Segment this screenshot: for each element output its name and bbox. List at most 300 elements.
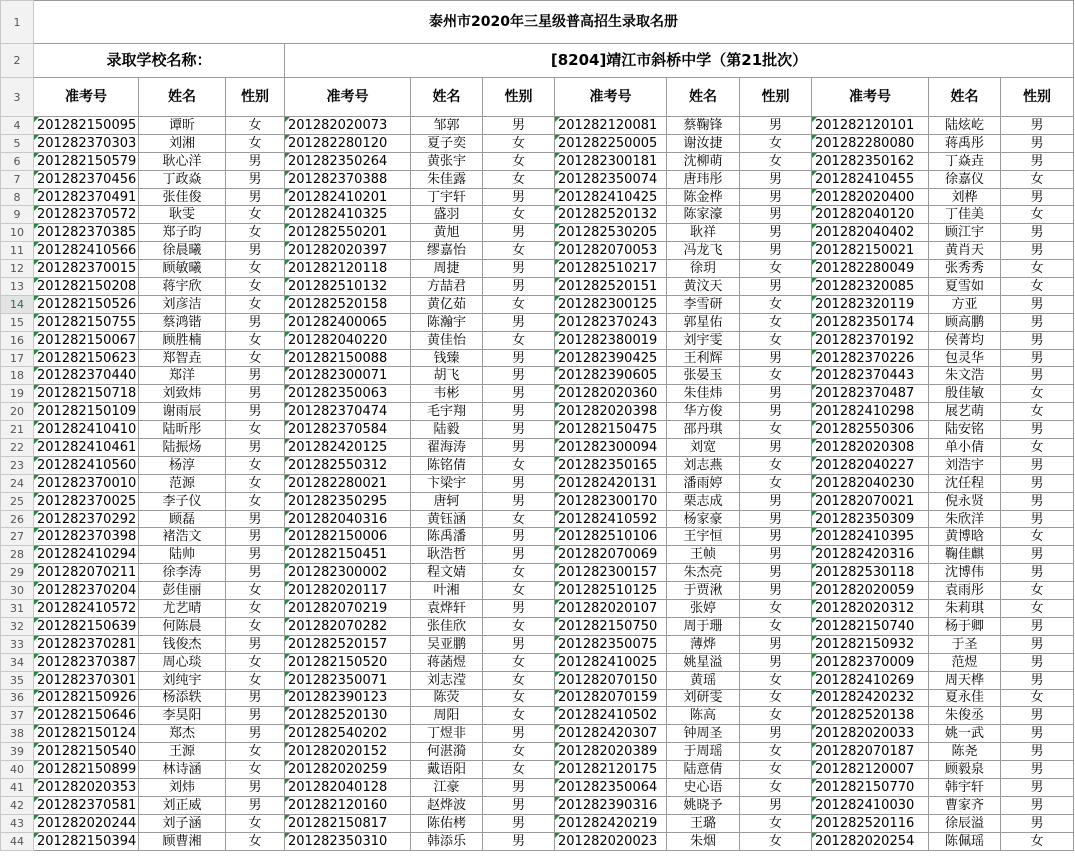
exam-id-cell[interactable]: 201282520132 xyxy=(555,206,667,224)
exam-id-cell[interactable]: 201282370303 xyxy=(34,134,139,152)
name-cell[interactable]: 刘炜 xyxy=(139,778,226,796)
name-cell[interactable]: 叶湘 xyxy=(411,582,483,600)
gender-cell[interactable]: 男 xyxy=(483,439,555,457)
gender-cell[interactable]: 女 xyxy=(1001,385,1074,403)
exam-id-cell[interactable]: 201282150817 xyxy=(285,814,411,832)
exam-id-cell[interactable]: 201282070187 xyxy=(812,743,929,761)
name-cell[interactable]: 陆帅 xyxy=(139,546,226,564)
name-cell[interactable]: 徐辰溢 xyxy=(929,814,1001,832)
gender-cell[interactable]: 男 xyxy=(1001,743,1074,761)
name-cell[interactable]: 韩宇轩 xyxy=(929,778,1001,796)
name-cell[interactable]: 江豪 xyxy=(411,778,483,796)
exam-id-cell[interactable]: 201282150639 xyxy=(34,617,139,635)
gender-cell[interactable]: 女 xyxy=(740,671,812,689)
name-cell[interactable]: 韦彬 xyxy=(411,385,483,403)
gender-cell[interactable]: 男 xyxy=(1001,117,1074,135)
gender-cell[interactable]: 女 xyxy=(1001,170,1074,188)
gender-cell[interactable]: 男 xyxy=(483,421,555,439)
exam-id-cell[interactable]: 201282550306 xyxy=(812,421,929,439)
gender-cell[interactable]: 女 xyxy=(483,761,555,779)
gender-cell[interactable]: 男 xyxy=(483,224,555,242)
gender-cell[interactable]: 女 xyxy=(740,689,812,707)
name-cell[interactable]: 黄钰涵 xyxy=(411,510,483,528)
exam-id-cell[interactable]: 201282350264 xyxy=(285,152,411,170)
gender-cell[interactable]: 女 xyxy=(740,707,812,725)
name-cell[interactable]: 朱佳炜 xyxy=(667,385,740,403)
gender-cell[interactable]: 男 xyxy=(740,170,812,188)
name-cell[interactable]: 钱臻 xyxy=(411,349,483,367)
exam-id-cell[interactable]: 201282020397 xyxy=(285,242,411,260)
name-cell[interactable]: 黄肖天 xyxy=(929,242,1001,260)
gender-cell[interactable]: 女 xyxy=(226,117,285,135)
name-cell[interactable]: 陈金桦 xyxy=(667,188,740,206)
gender-cell[interactable]: 男 xyxy=(740,653,812,671)
gender-cell[interactable]: 女 xyxy=(483,152,555,170)
exam-id-cell[interactable]: 201282420219 xyxy=(555,814,667,832)
row-header[interactable]: 15 xyxy=(1,313,34,331)
name-cell[interactable]: 杨家豪 xyxy=(667,510,740,528)
name-cell[interactable]: 顾江宇 xyxy=(929,224,1001,242)
gender-cell[interactable]: 女 xyxy=(740,331,812,349)
gender-cell[interactable]: 男 xyxy=(1001,761,1074,779)
gender-cell[interactable]: 男 xyxy=(483,832,555,850)
name-cell[interactable]: 缪嘉怡 xyxy=(411,242,483,260)
name-cell[interactable]: 刘宽 xyxy=(667,439,740,457)
gender-cell[interactable]: 男 xyxy=(226,635,285,653)
exam-id-cell[interactable]: 201282020107 xyxy=(555,600,667,618)
exam-id-cell[interactable]: 201282300071 xyxy=(285,367,411,385)
exam-id-cell[interactable]: 201282410294 xyxy=(34,546,139,564)
exam-id-cell[interactable]: 201282420131 xyxy=(555,474,667,492)
gender-cell[interactable]: 男 xyxy=(1001,152,1074,170)
gender-cell[interactable]: 男 xyxy=(740,635,812,653)
name-cell[interactable]: 黄汶天 xyxy=(667,278,740,296)
name-cell[interactable]: 徐嘉仪 xyxy=(929,170,1001,188)
gender-cell[interactable]: 男 xyxy=(740,403,812,421)
name-cell[interactable]: 黄张宇 xyxy=(411,152,483,170)
gender-cell[interactable]: 男 xyxy=(740,278,812,296)
gender-cell[interactable]: 女 xyxy=(483,617,555,635)
name-cell[interactable]: 杨淳 xyxy=(139,456,226,474)
row-header[interactable]: 7 xyxy=(1,170,34,188)
exam-id-cell[interactable]: 201282020400 xyxy=(812,188,929,206)
name-cell[interactable]: 陈家濠 xyxy=(667,206,740,224)
exam-id-cell[interactable]: 201282150526 xyxy=(34,295,139,313)
row-header[interactable]: 17 xyxy=(1,349,34,367)
exam-id-cell[interactable]: 201282300181 xyxy=(555,152,667,170)
gender-cell[interactable]: 男 xyxy=(226,242,285,260)
exam-id-cell[interactable]: 201282280080 xyxy=(812,134,929,152)
exam-id-cell[interactable]: 201282280049 xyxy=(812,260,929,278)
exam-id-cell[interactable]: 201282300157 xyxy=(555,564,667,582)
column-header-exam-id[interactable]: 准考号 xyxy=(34,78,139,117)
name-cell[interactable]: 陈尧 xyxy=(929,743,1001,761)
exam-id-cell[interactable]: 201282350162 xyxy=(812,152,929,170)
exam-id-cell[interactable]: 201282410410 xyxy=(34,421,139,439)
gender-cell[interactable]: 男 xyxy=(226,385,285,403)
exam-id-cell[interactable]: 201282370456 xyxy=(34,170,139,188)
name-cell[interactable]: 陈瀚宇 xyxy=(411,313,483,331)
name-cell[interactable]: 蒋宇欣 xyxy=(139,278,226,296)
name-cell[interactable]: 朱俊丞 xyxy=(929,707,1001,725)
name-cell[interactable]: 邹郭 xyxy=(411,117,483,135)
exam-id-cell[interactable]: 201282420316 xyxy=(812,546,929,564)
name-cell[interactable]: 刘研雯 xyxy=(667,689,740,707)
exam-id-cell[interactable]: 201282350071 xyxy=(285,671,411,689)
exam-id-cell[interactable]: 201282520116 xyxy=(812,814,929,832)
gender-cell[interactable]: 男 xyxy=(1001,814,1074,832)
gender-cell[interactable]: 女 xyxy=(483,456,555,474)
row-header[interactable]: 19 xyxy=(1,385,34,403)
name-cell[interactable]: 鞠佳麒 xyxy=(929,546,1001,564)
name-cell[interactable]: 丁宇轩 xyxy=(411,188,483,206)
name-cell[interactable]: 郑杰 xyxy=(139,725,226,743)
gender-cell[interactable]: 女 xyxy=(740,743,812,761)
name-cell[interactable]: 于圣 xyxy=(929,635,1001,653)
exam-id-cell[interactable]: 201282370572 xyxy=(34,206,139,224)
gender-cell[interactable]: 男 xyxy=(226,439,285,457)
name-cell[interactable]: 陆昕彤 xyxy=(139,421,226,439)
column-header-exam-id[interactable]: 准考号 xyxy=(285,78,411,117)
name-cell[interactable]: 范煜 xyxy=(929,653,1001,671)
name-cell[interactable]: 蔡鞠锋 xyxy=(667,117,740,135)
name-cell[interactable]: 华方俊 xyxy=(667,403,740,421)
exam-id-cell[interactable]: 201282410030 xyxy=(812,796,929,814)
gender-cell[interactable]: 男 xyxy=(226,188,285,206)
row-header[interactable]: 36 xyxy=(1,689,34,707)
exam-id-cell[interactable]: 201282370010 xyxy=(34,474,139,492)
gender-cell[interactable]: 男 xyxy=(1001,224,1074,242)
name-cell[interactable]: 袁雨彤 xyxy=(929,582,1001,600)
exam-id-cell[interactable]: 201282040230 xyxy=(812,474,929,492)
name-cell[interactable]: 侯菁均 xyxy=(929,331,1001,349)
gender-cell[interactable]: 男 xyxy=(483,385,555,403)
exam-id-cell[interactable]: 201282510125 xyxy=(555,582,667,600)
gender-cell[interactable]: 男 xyxy=(740,349,812,367)
exam-id-cell[interactable]: 201282400065 xyxy=(285,313,411,331)
name-cell[interactable]: 丁煜非 xyxy=(411,725,483,743)
exam-id-cell[interactable]: 201282040402 xyxy=(812,224,929,242)
exam-id-cell[interactable]: 201282150750 xyxy=(555,617,667,635)
name-cell[interactable]: 张佳俊 xyxy=(139,188,226,206)
name-cell[interactable]: 唐玮彤 xyxy=(667,170,740,188)
exam-id-cell[interactable]: 201282020117 xyxy=(285,582,411,600)
exam-id-cell[interactable]: 201282150926 xyxy=(34,689,139,707)
exam-id-cell[interactable]: 201282150109 xyxy=(34,403,139,421)
name-cell[interactable]: 王璐 xyxy=(667,814,740,832)
name-cell[interactable]: 包灵华 xyxy=(929,349,1001,367)
exam-id-cell[interactable]: 201282370440 xyxy=(34,367,139,385)
exam-id-cell[interactable]: 201282150899 xyxy=(34,761,139,779)
exam-id-cell[interactable]: 201282510106 xyxy=(555,528,667,546)
name-cell[interactable]: 张秀秀 xyxy=(929,260,1001,278)
exam-id-cell[interactable]: 201282250005 xyxy=(555,134,667,152)
gender-cell[interactable]: 男 xyxy=(483,260,555,278)
gender-cell[interactable]: 女 xyxy=(226,832,285,850)
exam-id-cell[interactable]: 201282020073 xyxy=(285,117,411,135)
name-cell[interactable]: 潘雨婷 xyxy=(667,474,740,492)
name-cell[interactable]: 翟海涛 xyxy=(411,439,483,457)
name-cell[interactable]: 王宇恒 xyxy=(667,528,740,546)
exam-id-cell[interactable]: 201282370443 xyxy=(812,367,929,385)
gender-cell[interactable]: 男 xyxy=(483,492,555,510)
gender-cell[interactable]: 女 xyxy=(1001,206,1074,224)
gender-cell[interactable]: 男 xyxy=(483,188,555,206)
exam-id-cell[interactable]: 201282320085 xyxy=(812,278,929,296)
name-cell[interactable]: 倪永贤 xyxy=(929,492,1001,510)
name-cell[interactable]: 谭昕 xyxy=(139,117,226,135)
name-cell[interactable]: 方喆君 xyxy=(411,278,483,296)
gender-cell[interactable]: 男 xyxy=(1001,295,1074,313)
exam-id-cell[interactable]: 201282070282 xyxy=(285,617,411,635)
name-cell[interactable]: 蒋菡煜 xyxy=(411,653,483,671)
name-cell[interactable]: 顾毅泉 xyxy=(929,761,1001,779)
name-cell[interactable]: 顾胜楠 xyxy=(139,331,226,349)
exam-id-cell[interactable]: 201282410395 xyxy=(812,528,929,546)
gender-cell[interactable]: 男 xyxy=(1001,725,1074,743)
gender-cell[interactable]: 男 xyxy=(483,367,555,385)
name-cell[interactable]: 胡飞 xyxy=(411,367,483,385)
row-header[interactable]: 16 xyxy=(1,331,34,349)
gender-cell[interactable]: 女 xyxy=(1001,582,1074,600)
gender-cell[interactable]: 男 xyxy=(1001,546,1074,564)
name-cell[interactable]: 朱文浩 xyxy=(929,367,1001,385)
name-cell[interactable]: 钟周圣 xyxy=(667,725,740,743)
gender-cell[interactable]: 男 xyxy=(740,439,812,457)
name-cell[interactable]: 曹家齐 xyxy=(929,796,1001,814)
name-cell[interactable]: 唐轲 xyxy=(411,492,483,510)
name-cell[interactable]: 刘湘 xyxy=(139,134,226,152)
exam-id-cell[interactable]: 201282370581 xyxy=(34,796,139,814)
column-header-name[interactable]: 姓名 xyxy=(929,78,1001,117)
gender-cell[interactable]: 女 xyxy=(483,242,555,260)
name-cell[interactable]: 张佳欣 xyxy=(411,617,483,635)
exam-id-cell[interactable]: 201282280120 xyxy=(285,134,411,152)
exam-id-cell[interactable]: 201282150006 xyxy=(285,528,411,546)
exam-id-cell[interactable]: 201282350063 xyxy=(285,385,411,403)
row-header[interactable]: 3 xyxy=(1,78,34,117)
gender-cell[interactable]: 男 xyxy=(226,403,285,421)
name-cell[interactable]: 卞梁宇 xyxy=(411,474,483,492)
exam-id-cell[interactable]: 201282120160 xyxy=(285,796,411,814)
gender-cell[interactable]: 男 xyxy=(483,796,555,814)
name-cell[interactable]: 顾敏曦 xyxy=(139,260,226,278)
row-header[interactable]: 27 xyxy=(1,528,34,546)
name-cell[interactable]: 黄亿茹 xyxy=(411,295,483,313)
row-header[interactable]: 21 xyxy=(1,421,34,439)
sheet-title[interactable]: 泰州市2020年三星级普高招生录取名册 xyxy=(34,1,1074,44)
exam-id-cell[interactable]: 201282150451 xyxy=(285,546,411,564)
exam-id-cell[interactable]: 201282410325 xyxy=(285,206,411,224)
name-cell[interactable]: 蔡鸿锴 xyxy=(139,313,226,331)
exam-id-cell[interactable]: 201282020353 xyxy=(34,778,139,796)
name-cell[interactable]: 顾磊 xyxy=(139,510,226,528)
name-cell[interactable]: 耿雯 xyxy=(139,206,226,224)
gender-cell[interactable]: 女 xyxy=(483,206,555,224)
exam-id-cell[interactable]: 201282150088 xyxy=(285,349,411,367)
name-cell[interactable]: 何陈晨 xyxy=(139,617,226,635)
gender-cell[interactable]: 男 xyxy=(1001,635,1074,653)
exam-id-cell[interactable]: 201282520151 xyxy=(555,278,667,296)
gender-cell[interactable]: 女 xyxy=(740,832,812,850)
name-cell[interactable]: 陆安铭 xyxy=(929,421,1001,439)
exam-id-cell[interactable]: 201282370025 xyxy=(34,492,139,510)
row-header[interactable]: 30 xyxy=(1,582,34,600)
exam-id-cell[interactable]: 201282150067 xyxy=(34,331,139,349)
exam-id-cell[interactable]: 201282350075 xyxy=(555,635,667,653)
name-cell[interactable]: 朱烟 xyxy=(667,832,740,850)
gender-cell[interactable]: 女 xyxy=(226,600,285,618)
exam-id-cell[interactable]: 201282370584 xyxy=(285,421,411,439)
gender-cell[interactable]: 女 xyxy=(226,653,285,671)
exam-id-cell[interactable]: 201282280021 xyxy=(285,474,411,492)
exam-id-cell[interactable]: 201282390605 xyxy=(555,367,667,385)
exam-id-cell[interactable]: 201282150021 xyxy=(812,242,929,260)
gender-cell[interactable]: 男 xyxy=(226,725,285,743)
name-cell[interactable]: 盛羽 xyxy=(411,206,483,224)
gender-cell[interactable]: 男 xyxy=(740,188,812,206)
exam-id-cell[interactable]: 201282150540 xyxy=(34,743,139,761)
row-header[interactable]: 42 xyxy=(1,796,34,814)
gender-cell[interactable]: 女 xyxy=(226,743,285,761)
name-cell[interactable]: 周心琰 xyxy=(139,653,226,671)
gender-cell[interactable]: 女 xyxy=(226,295,285,313)
exam-id-cell[interactable]: 201282370243 xyxy=(555,313,667,331)
gender-cell[interactable]: 男 xyxy=(483,546,555,564)
gender-cell[interactable]: 男 xyxy=(483,725,555,743)
row-header[interactable]: 4 xyxy=(1,117,34,135)
name-cell[interactable]: 刘纯宇 xyxy=(139,671,226,689)
gender-cell[interactable]: 女 xyxy=(226,331,285,349)
exam-id-cell[interactable]: 201282370292 xyxy=(34,510,139,528)
row-header[interactable]: 43 xyxy=(1,814,34,832)
gender-cell[interactable]: 女 xyxy=(483,134,555,152)
name-cell[interactable]: 赵烨波 xyxy=(411,796,483,814)
name-cell[interactable]: 陆炫屹 xyxy=(929,117,1001,135)
exam-id-cell[interactable]: 201282370398 xyxy=(34,528,139,546)
exam-id-cell[interactable]: 201282350074 xyxy=(555,170,667,188)
gender-cell[interactable]: 男 xyxy=(1001,367,1074,385)
gender-cell[interactable]: 女 xyxy=(226,492,285,510)
gender-cell[interactable]: 女 xyxy=(483,510,555,528)
exam-id-cell[interactable]: 201282070159 xyxy=(555,689,667,707)
gender-cell[interactable]: 女 xyxy=(226,421,285,439)
exam-id-cell[interactable]: 201282020398 xyxy=(555,403,667,421)
gender-cell[interactable]: 男 xyxy=(1001,188,1074,206)
row-header[interactable]: 44 xyxy=(1,832,34,850)
exam-id-cell[interactable]: 201282370474 xyxy=(285,403,411,421)
row-header[interactable]: 13 xyxy=(1,278,34,296)
gender-cell[interactable]: 女 xyxy=(740,778,812,796)
exam-id-cell[interactable]: 201282300002 xyxy=(285,564,411,582)
gender-cell[interactable]: 女 xyxy=(226,617,285,635)
name-cell[interactable]: 陈禹潘 xyxy=(411,528,483,546)
exam-id-cell[interactable]: 201282150740 xyxy=(812,617,929,635)
gender-cell[interactable]: 男 xyxy=(483,278,555,296)
gender-cell[interactable]: 男 xyxy=(226,707,285,725)
row-header[interactable]: 24 xyxy=(1,474,34,492)
row-header[interactable]: 35 xyxy=(1,671,34,689)
gender-cell[interactable]: 男 xyxy=(226,564,285,582)
gender-cell[interactable]: 男 xyxy=(740,725,812,743)
column-header-gender[interactable]: 性别 xyxy=(740,78,812,117)
column-header-gender[interactable]: 性别 xyxy=(226,78,285,117)
exam-id-cell[interactable]: 201282070219 xyxy=(285,600,411,618)
gender-cell[interactable]: 男 xyxy=(483,474,555,492)
exam-id-cell[interactable]: 201282410269 xyxy=(812,671,929,689)
name-cell[interactable]: 周捷 xyxy=(411,260,483,278)
exam-id-cell[interactable]: 201282150095 xyxy=(34,117,139,135)
exam-id-cell[interactable]: 201282420125 xyxy=(285,439,411,457)
exam-id-cell[interactable]: 201282320119 xyxy=(812,295,929,313)
name-cell[interactable]: 沈任程 xyxy=(929,474,1001,492)
exam-id-cell[interactable]: 201282070053 xyxy=(555,242,667,260)
exam-id-cell[interactable]: 201282410425 xyxy=(555,188,667,206)
exam-id-cell[interactable]: 201282530118 xyxy=(812,564,929,582)
exam-id-cell[interactable]: 201282020244 xyxy=(34,814,139,832)
gender-cell[interactable]: 男 xyxy=(483,778,555,796)
gender-cell[interactable]: 男 xyxy=(1001,671,1074,689)
gender-cell[interactable]: 女 xyxy=(1001,528,1074,546)
exam-id-cell[interactable]: 201282370388 xyxy=(285,170,411,188)
name-cell[interactable]: 谢汝捷 xyxy=(667,134,740,152)
exam-id-cell[interactable]: 201282020259 xyxy=(285,761,411,779)
exam-id-cell[interactable]: 201282380019 xyxy=(555,331,667,349)
row-header[interactable]: 18 xyxy=(1,367,34,385)
name-cell[interactable]: 陈佩瑶 xyxy=(929,832,1001,850)
gender-cell[interactable]: 男 xyxy=(226,313,285,331)
gender-cell[interactable]: 女 xyxy=(483,671,555,689)
gender-cell[interactable]: 女 xyxy=(226,582,285,600)
name-cell[interactable]: 夏永佳 xyxy=(929,689,1001,707)
row-header[interactable]: 14 xyxy=(1,295,34,313)
name-cell[interactable]: 刘子涵 xyxy=(139,814,226,832)
gender-cell[interactable]: 女 xyxy=(740,367,812,385)
exam-id-cell[interactable]: 201282410572 xyxy=(34,600,139,618)
exam-id-cell[interactable]: 201282410560 xyxy=(34,456,139,474)
row-header[interactable]: 1 xyxy=(1,1,34,44)
gender-cell[interactable]: 女 xyxy=(226,224,285,242)
name-cell[interactable]: 徐晨曦 xyxy=(139,242,226,260)
exam-id-cell[interactable]: 201282040220 xyxy=(285,331,411,349)
gender-cell[interactable]: 男 xyxy=(1001,421,1074,439)
gender-cell[interactable]: 女 xyxy=(740,761,812,779)
exam-id-cell[interactable]: 201282410566 xyxy=(34,242,139,260)
exam-id-cell[interactable]: 201282350174 xyxy=(812,313,929,331)
gender-cell[interactable]: 男 xyxy=(740,546,812,564)
name-cell[interactable]: 刘浩宇 xyxy=(929,456,1001,474)
exam-id-cell[interactable]: 201282370491 xyxy=(34,188,139,206)
name-cell[interactable]: 耿祥 xyxy=(667,224,740,242)
row-header[interactable]: 25 xyxy=(1,492,34,510)
exam-id-cell[interactable]: 201282520157 xyxy=(285,635,411,653)
name-cell[interactable]: 徐玥 xyxy=(667,260,740,278)
gender-cell[interactable]: 女 xyxy=(226,134,285,152)
row-header[interactable]: 6 xyxy=(1,152,34,170)
name-cell[interactable]: 范源 xyxy=(139,474,226,492)
gender-cell[interactable]: 男 xyxy=(226,367,285,385)
name-cell[interactable]: 黄佳怡 xyxy=(411,331,483,349)
exam-id-cell[interactable]: 201282040128 xyxy=(285,778,411,796)
exam-id-cell[interactable]: 201282520130 xyxy=(285,707,411,725)
exam-id-cell[interactable]: 201282020360 xyxy=(555,385,667,403)
name-cell[interactable]: 沈博伟 xyxy=(929,564,1001,582)
name-cell[interactable]: 展艺萌 xyxy=(929,403,1001,421)
gender-cell[interactable]: 男 xyxy=(740,528,812,546)
gender-cell[interactable]: 男 xyxy=(226,528,285,546)
gender-cell[interactable]: 女 xyxy=(740,600,812,618)
row-header[interactable]: 40 xyxy=(1,761,34,779)
